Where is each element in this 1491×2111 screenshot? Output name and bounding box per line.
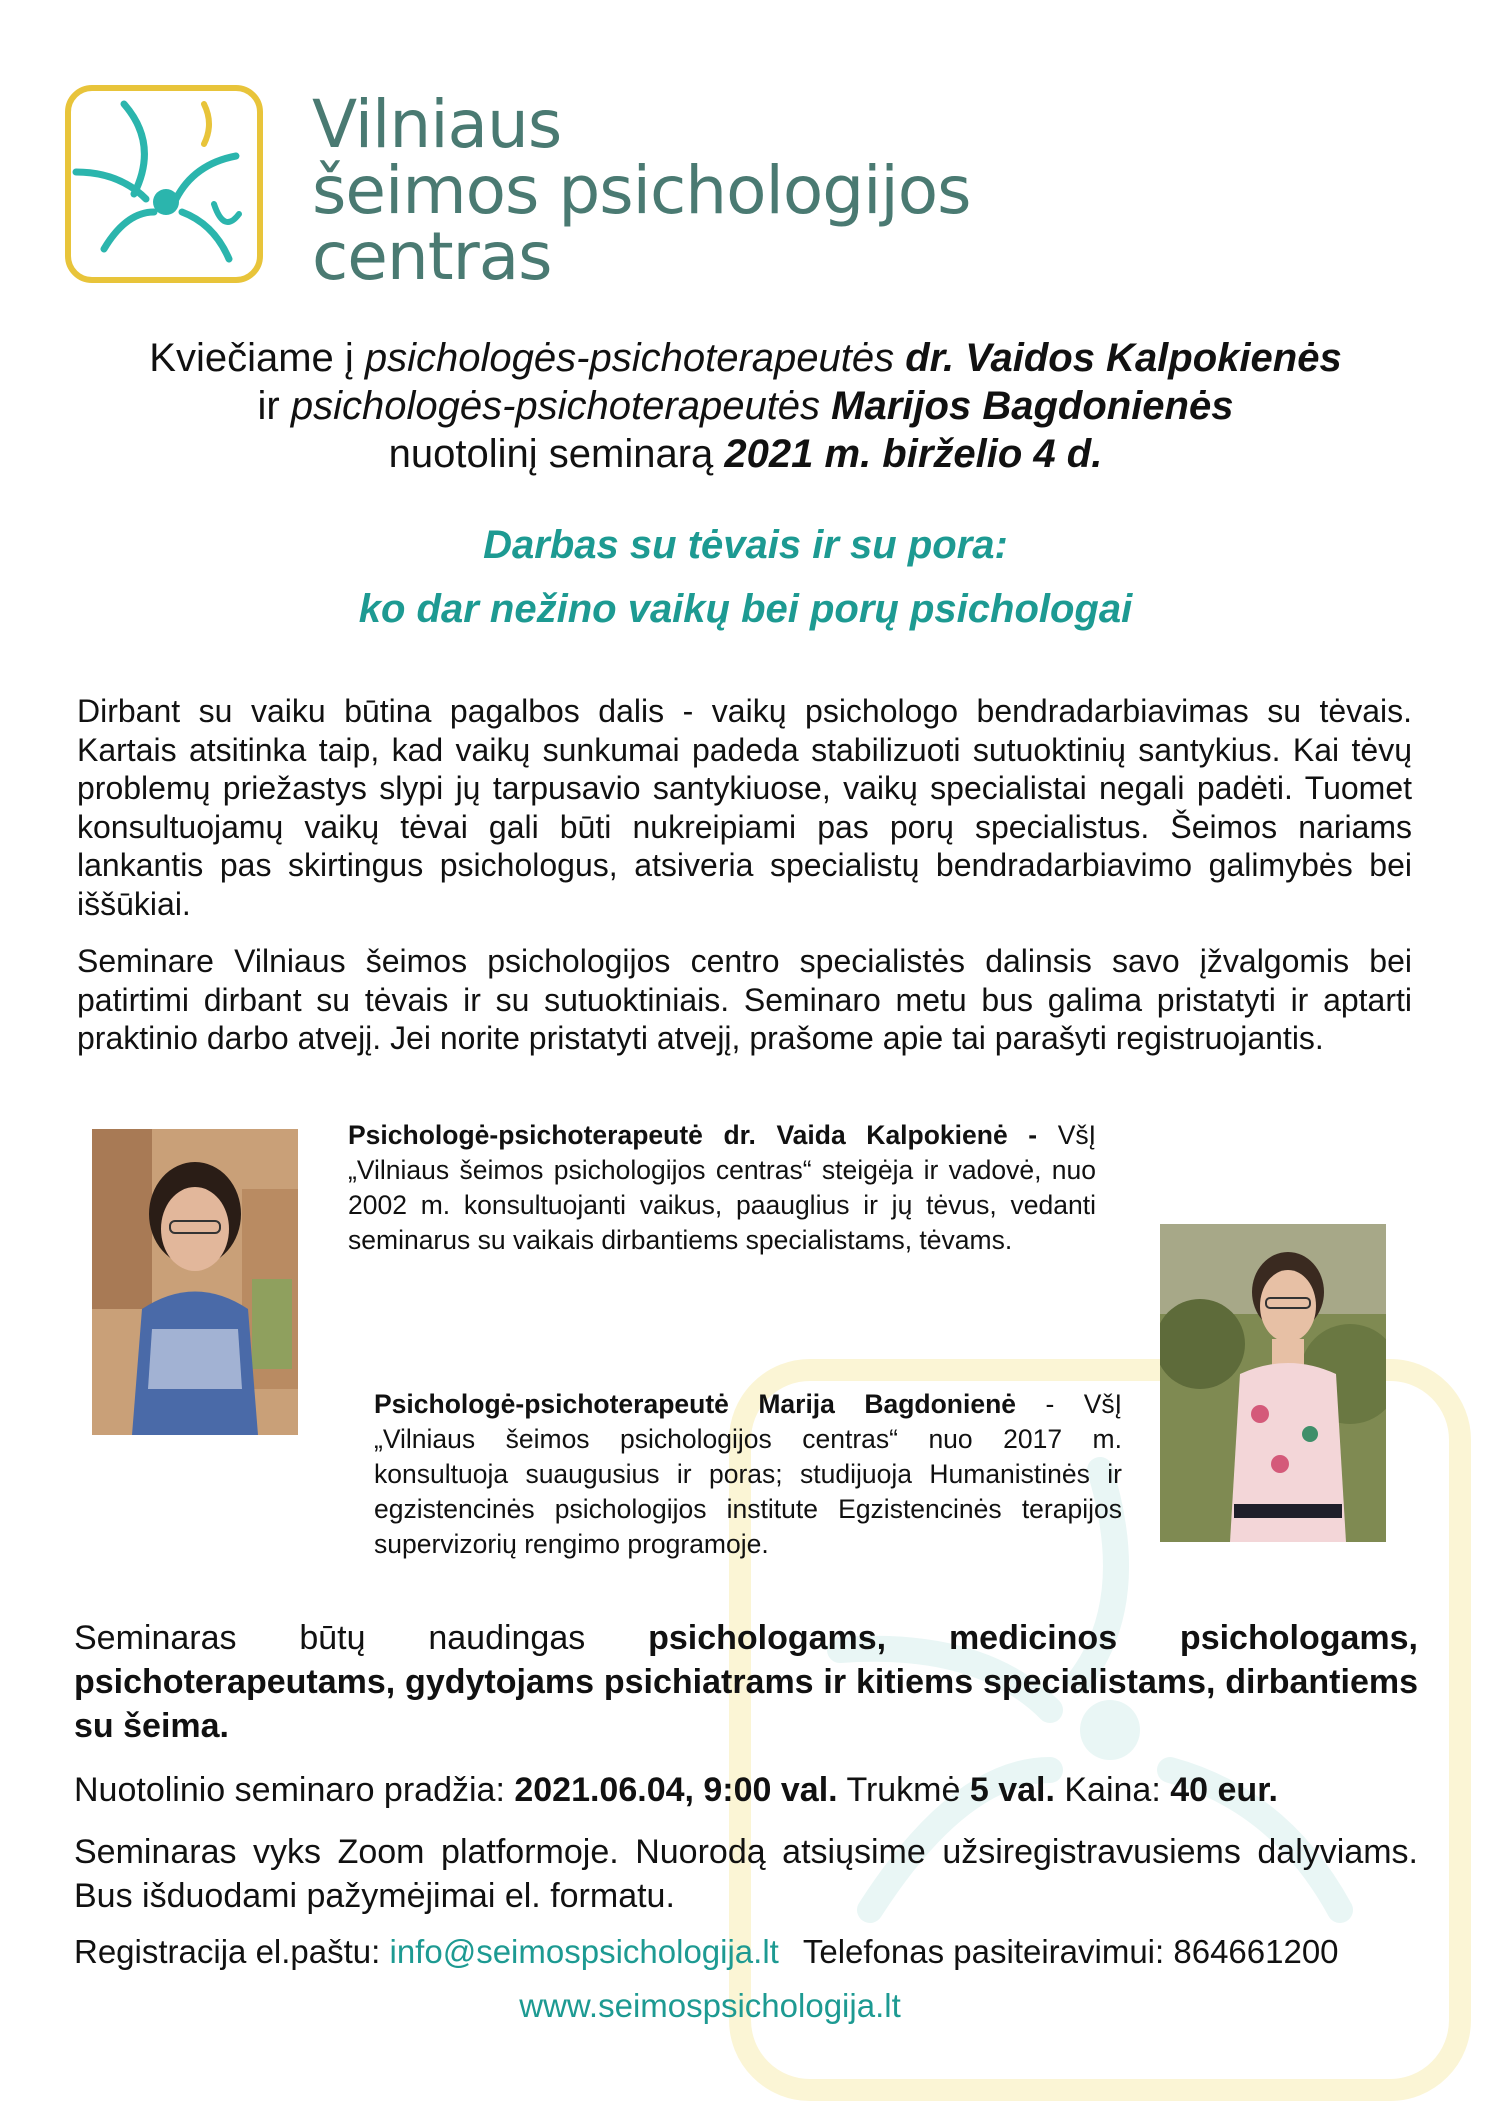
email-link[interactable]: info@seimospsichologija.lt — [389, 1933, 779, 1970]
contacts-line — [74, 1930, 1474, 1974]
start-label: Nuotolinio seminaro pradžia: — [74, 1771, 515, 1809]
invitation-role: psichologės-psichoterapeutės — [290, 384, 832, 428]
speaker-1-name: dr. Vaidos Kalpokienės — [905, 336, 1342, 380]
audience-plain: Seminaras būtų naudingas — [74, 1619, 649, 1657]
seminar-title — [0, 513, 1491, 641]
speaker-2-name: Marijos Bagdonienės — [831, 384, 1234, 428]
speaker-1-bio-name: Psichologė-psichoterapeutė dr. Vaida Kalpokienė - — [348, 1120, 1038, 1150]
invitation-role: psichologės-psichoterapeutės — [364, 336, 906, 380]
logo-line1: Vilniaus — [312, 86, 562, 163]
speaker-1-bio — [348, 1118, 1096, 1258]
speaker-2-bio-text: - VšĮ „Vilniaus šeimos psichologijos centras“ nuo 2017 m. konsultuoja suaugusius ir poras; studijuoja Humanistinės ir egzistencinės psichologijos institute Egzistencinės terapijos supervizorių rengimo programoje. — [374, 1389, 1122, 1559]
speaker-2-bio-name: Psichologė-psichoterapeutė Marija Bagdonienė — [374, 1389, 1016, 1419]
phone-label: Telefonas pasiteiravimui: — [802, 1933, 1174, 1970]
description-paragraph-2: Seminare Vilniaus šeimos psichologijos centro specialistės dalinsis savo įžvalgomis bei patirtimi dirbant su tėvais ir su sutuoktiniais. Seminaro metu bus galima pristatyti ir aptarti praktinio darbo atvejį. Jei norite pristatyti atvejį, prašome apie tai parašyti registruojantis. — [77, 943, 1412, 1056]
logo-line3: centras — [312, 218, 552, 295]
invitation-text: Kviečiame į — [149, 336, 365, 380]
seminar-date: 2021 m. birželio 4 d. — [724, 432, 1103, 476]
phone-number: 864661200 — [1173, 1933, 1339, 1970]
price-value: 40 eur. — [1170, 1771, 1278, 1809]
duration-value: 5 val. — [969, 1771, 1055, 1809]
invitation — [0, 334, 1491, 478]
invitation-text: ir — [257, 384, 291, 428]
speaker-2-bio — [374, 1387, 1122, 1562]
speaker-1-photo — [92, 1129, 298, 1435]
speaker-1-bio-text: VšĮ „Vilniaus šeimos psichologijos centras“ steigėja ir vadovė, nuo 2002 m. konsultuojanti vaikus, paauglius ir jų tėvus, vedanti seminarus su vaikais dirbantiems specialistams, tėvams. — [348, 1120, 1096, 1255]
duration-label: Trukmė — [837, 1771, 970, 1809]
logo-line2: šeimos psichologijos — [312, 152, 971, 229]
description-paragraph-1: Dirbant su vaiku būtina pagalbos dalis - vaikų psichologo bendradarbiavimas su tėvais. Kartais atsitinka taip, kad vaikų sunkumai padeda stabilizuoti sutuoktinių santykius. Kai tėvų problemų priežastys slypi jų tarpusavio santykiuose, vaikų specialistai negali padėti. Tuomet konsultuojamų vaikų tėvai gali būti nukreipiami pas porų specialistus. Šeimos nariams lankantis pas skirtingus psichologus, atsiveria specialistų bendradarbiavimo galimybės bei iššūkiai. — [77, 693, 1412, 922]
audience-bold: psichologams, medicinos psichologams, psichoterapeutams, gydytojams psichiatrams ir kitiems specialistams, dirbantiems su šeima. — [74, 1619, 1418, 1745]
speaker-2-photo — [1160, 1224, 1386, 1542]
registration-label: Registracija el.paštu: — [74, 1933, 390, 1970]
logo-text — [312, 86, 971, 295]
seminar-details — [74, 1768, 1454, 1812]
start-value: 2021.06.04, 9:00 val. — [514, 1771, 838, 1809]
audience-text — [74, 1616, 1418, 1748]
website-link[interactable]: www.seimospsichologija.lt — [519, 1987, 901, 2024]
price-label: Kaina: — [1054, 1771, 1171, 1809]
logo-mark — [64, 84, 264, 284]
seminar-title-line1: Darbas su tėvais ir su pora: — [483, 523, 1008, 567]
invitation-text: nuotolinį seminarą — [388, 432, 725, 476]
zoom-note: Seminaras vyks Zoom platformoje. Nuorodą atsiųsime užsiregistravusiems dalyviams. Bus išduodami pažymėjimai el. formatu. — [74, 1833, 1418, 1915]
seminar-title-line2: ko dar nežino vaikų bei porų psichologai — [358, 587, 1133, 631]
